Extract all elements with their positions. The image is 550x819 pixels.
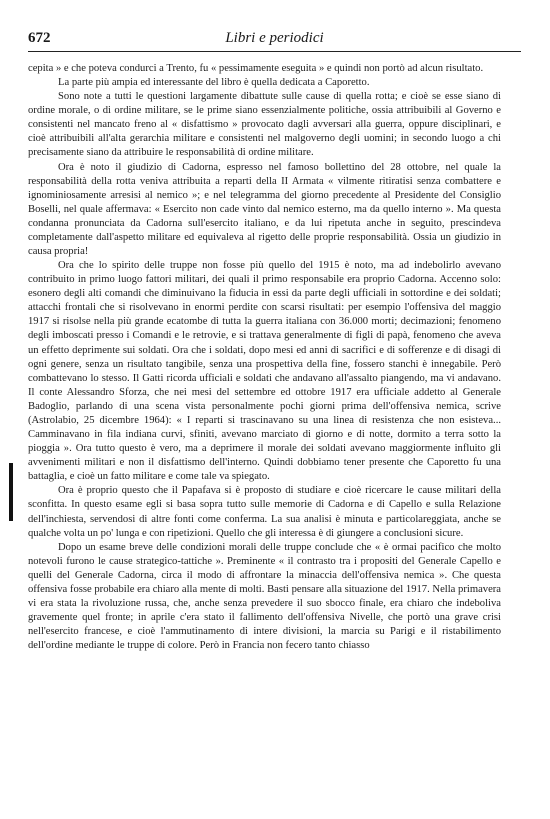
paragraph: Ora è noto il giudizio di Cadorna, espresso nel famoso bollettino del 28 ottobre, nel quale la responsabilità della rotta veniva attribuita a reparti della II Armata « vilmente ritiratisi senza combattere e ignominiosamente arresisi al nemico »; e nel telegramma del giorno precedente al Presidente del Consiglio Boselli, nel quale affermava: « Esercito non cade vinto dal nemico esterno, ma da quello interno ». Ma questa condanna pronunciata da Cadorna sull'esercito italiano, e da lui ripetuta anche in seguito, prescindeva completamente dall'aspetto militare ed equivaleva al rigetto delle proprie responsabilità. Ossia un giudizio in causa propria! — [28, 161, 501, 258]
header-rule — [28, 51, 521, 52]
paragraph: Dopo un esame breve delle condizioni morali delle truppe conclude che « è ormai pacifico che molto notevoli furono le cause strategico-tattiche ». Preminente « il contrasto tra i propositi del Generale Capello e quelli del Generale Cadorna, circa il modo di affrontare la minaccia dell'offensiva nemica ». Che questa offensiva fosse probabile era chiaro alla mente di molti. Basti pensare alla situazione del 1917. Nella primavera vi era stata la rivoluzione russa, che, anche senza prevedere il suo sbocco finale, era chiaro che indeboliva gravemente quel fronte; in aprile c'era stato il fallimento dell'offensiva Nivelle, che portò una grave crisi nell'esercito francese, e cioè l'ammutinamento di intere divisioni, la marcia su Parigi e il ristabilimento dell'ordine mediante le truppe di colore. Però in Francia non fecero tanto chiasso — [28, 541, 501, 652]
paragraph: Ora è proprio questo che il Papafava si è proposto di studiare e cioè ricercare le cause militari della sconfitta. In questo esame egli si basa sopra tutto sulle memorie di Cadorna e di Capello e sulla Relazione dell'inchiesta, servendosi di altre fonti come conferma. La sua analisi è minuta e particolareggiata, anche se qualche volta un po' lunga e con ripetizioni. Quello che gli interessa è di giungere a conclusioni sicure. — [28, 485, 501, 539]
running-title: Libri e periodici — [225, 30, 324, 46]
paragraph: La parte più ampia ed interessante del libro è quella dedicata a Caporetto. — [58, 77, 370, 89]
page-header — [28, 30, 521, 50]
page-number: 672 — [28, 30, 51, 46]
paragraph: Sono note a tutti le questioni largamente dibattute sulle cause di quella rotta; e cioè se esse siano di ordine morale, o di ordine militare, se le prime siano essenzialmente politiche, ossia attribuibili al Governo e consistenti nel mancato freno al « disfattismo » provocato dagli avversari alla guerra, oppure disciplinari, e cioè attribuibili all'alta gerarchia militare e consistenti nel malgoverno degli uomini; in secondo luogo a chi precisamente siano da attribuire le responsabilità di ordine militare. — [28, 91, 501, 159]
paragraph: Ora che lo spirito delle truppe non fosse più quello del 1915 è noto, ma ad indebolirlo avevano contribuito in primo luogo fattori militari, dei quali il primo responsabile era proprio Cadorna. Accenno solo: esonero degli alti comandi che diminuivano la fiducia in essi da parte degli ufficiali in sottordine e dei soldati; attacchi frontali che si risolvevano in enormi perdite con scarsi risultati: per esempio l'offensiva del maggio 1917 si risolse nella più grande ecatombe di tutta la guerra italiana con 36.000 morti; decimazioni; fenomeno degli imboscati presso i Comandi e le retrovie, e si trattava generalmente di figli di papà, fenomeno che aveva un effetto deprimente sui soldati. Ora che i soldati, dopo mesi ed anni di sacrifici e di sofferenze e di disagi di ogni genere, senza un risultato tangibile, senza una prospettiva della fine, fossero stanchi è innegabile. Però combattevano lo stesso. Il Gatti ricorda ufficiali e soldati che andavano all'assalto piangendo, ma vi andavano. Il conte Alessandro Sforza, che nei mesi del settembre ed ottobre 1917 era ufficiale addetto al Generale Badoglio, parlando di una scena vista personalmente pochi giorni prima dell'offensiva nemica, scrive (Astrolabio, 25 dicembre 1964): « I reparti si trascinavano su una linea di resistenza che non esisteva... Camminavano in fila indiana curvi, sfiniti, avevano marciato di giorno e di notte, dormito a terra sotto la pioggia ». Ora tutto questo è vero, ma a deprimere il morale dei soldati avevano maggiormente influito gli avvenimenti militari e non il disfattismo dell'interno. Quindi dobbiamo tener presente che Caporetto fu una battaglia, e cioè un fatto militare e come tale va spiegato. — [28, 260, 501, 483]
margin-mark — [9, 463, 13, 521]
body-text — [28, 62, 501, 653]
paragraph-continued: cepita » e che poteva condurci a Trento, fu « pessimamente eseguita » e quindi non portò ad alcun risultato. — [28, 63, 484, 74]
